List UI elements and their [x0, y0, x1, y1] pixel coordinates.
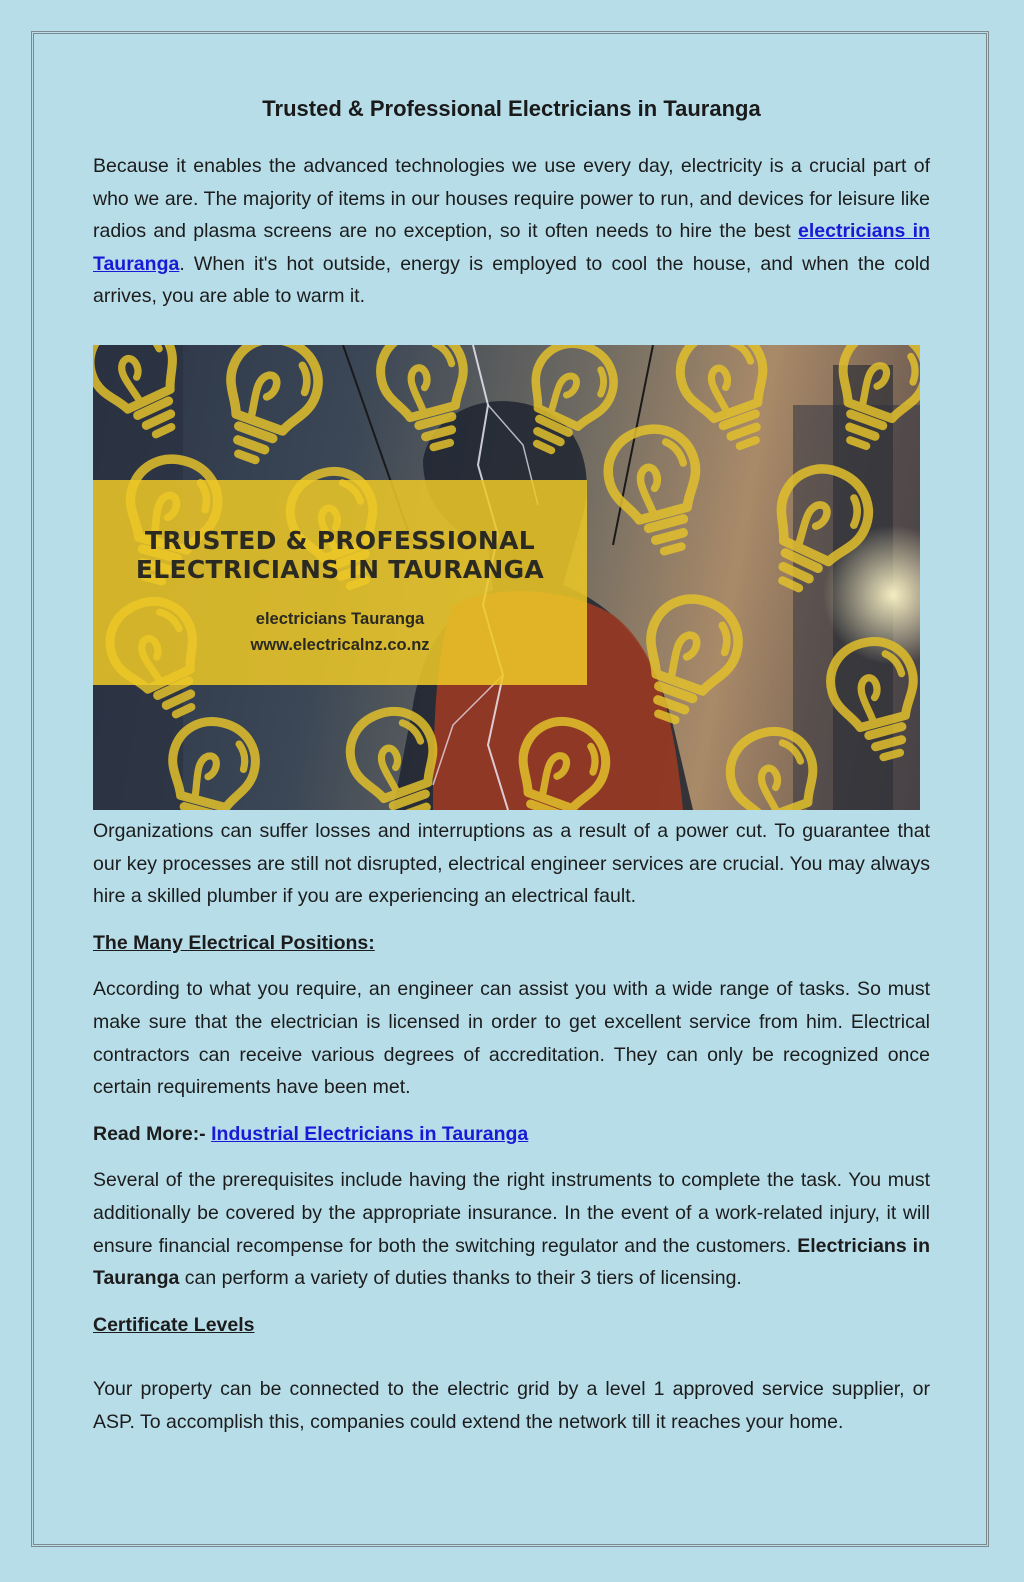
- prerequisites-paragraph: [93, 1164, 930, 1294]
- prerequisites-text-before: Several of the prerequisites include having the right instruments to complete the task. You must additionally be covered by the appropriate insurance. In the event of a work-related injury, it will ensure financial recompense for both the switching regulator and the customers.: [93, 1169, 930, 1257]
- industrial-electricians-link[interactable]: Industrial Electricians in Tauranga: [211, 1122, 529, 1145]
- page-title: Trusted & Professional Electricians in Tauranga: [262, 96, 761, 121]
- hero-sub-line1: electricians Tauranga: [255, 609, 425, 628]
- electricians-tauranga-link[interactable]: electricians in Tauranga: [93, 220, 930, 275]
- document-content: [93, 90, 930, 1438]
- electricians-bold-text: Electricians in Tauranga: [93, 1234, 930, 1290]
- power-cut-paragraph: Organizations can suffer losses and interruptions as a result of a power cut. To guarantee that our key processes are still not disrupted, electrical engineer services are crucial. You may always hire a skilled plumber if you are experiencing an electrical fault.: [93, 819, 930, 908]
- read-more-line: [93, 1118, 930, 1151]
- section-heading-certificates: Certificate Levels: [93, 1313, 255, 1336]
- intro-text-after-link: . When it's hot outside, energy is employed to cool the house, and when the cold arrives, you are able to warm it.: [93, 252, 930, 308]
- hero-title-line2: ELECTRICIANS IN TAURANGA: [135, 554, 545, 584]
- hero-website: www.electricalnz.co.nz: [250, 635, 430, 654]
- hero-banner-title: [93, 526, 587, 584]
- prerequisites-text-after: can perform a variety of duties thanks to their 3 tiers of licensing.: [179, 1267, 742, 1290]
- read-more-label: Read More:-: [93, 1122, 212, 1145]
- hero-image: [93, 345, 920, 810]
- certificate-paragraph: Your property can be connected to the electric grid by a level 1 approved service supplier, or ASP. To accomplish this, companies could extend the network till it reaches your home.: [93, 1378, 930, 1433]
- section-heading-positions: The Many Electrical Positions:: [93, 931, 375, 954]
- intro-paragraph: [93, 150, 930, 313]
- positions-paragraph: According to what you require, an engineer can assist you with a wide range of tasks. So must make sure that the electrician is licensed in order to get excellent service from him. Electrical contractors can receive various degrees of accreditation. They can only be recognized once certain requirements have been met.: [93, 978, 930, 1099]
- intro-text-before-link: Because it enables the advanced technologies we use every day, electricity is a crucial part of who we are. The majority of items in our houses require power to run, and devices for leisure like radios and plasma screens are no exception, so it often needs to hire the best: [93, 155, 930, 243]
- hero-title-line1: TRUSTED & PROFESSIONAL: [145, 525, 535, 555]
- hero-banner-subtitle: [93, 606, 587, 658]
- hero-banner: [93, 480, 587, 685]
